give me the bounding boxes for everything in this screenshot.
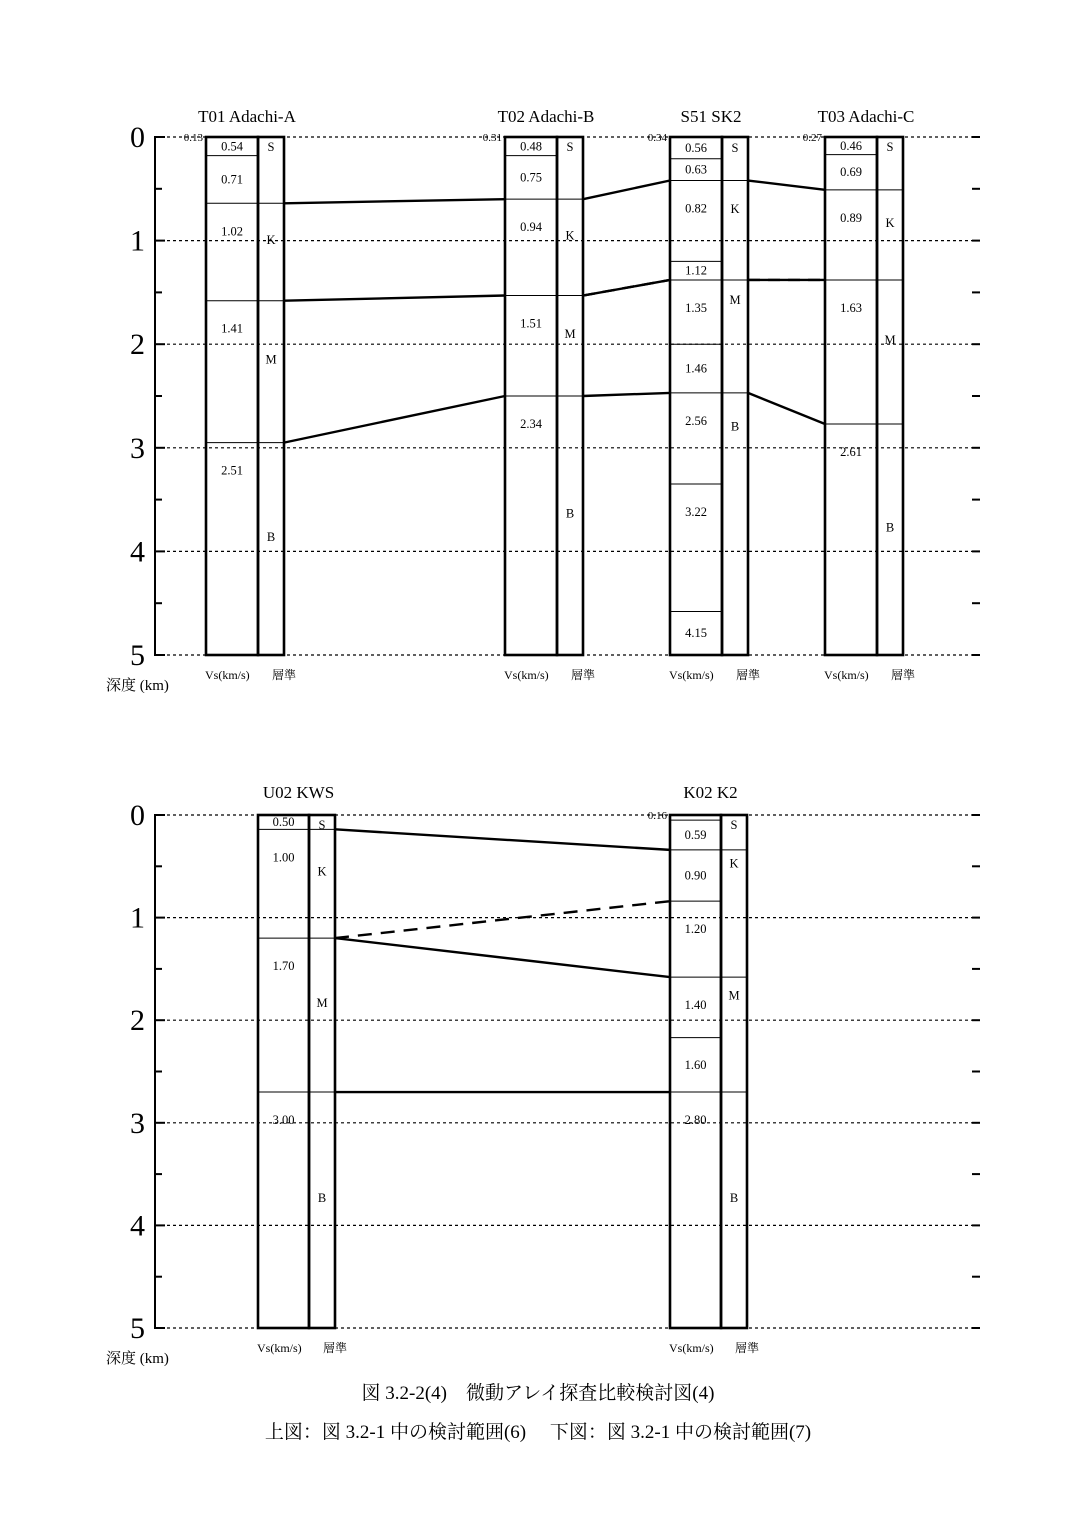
surface-depth-value: 0.34 <box>647 132 667 144</box>
horizon-correlation-line <box>748 393 825 424</box>
horizon-correlation-line <box>335 829 670 850</box>
horizon-column-frame <box>721 815 747 1328</box>
vs-column-frame <box>206 137 258 655</box>
layer-vs-value: 2.51 <box>221 463 243 478</box>
layer-horizon-label: M <box>729 293 741 308</box>
layer-horizon-label: B <box>565 506 575 521</box>
layer-column-label: 層準 <box>323 1341 348 1355</box>
surface-depth-value: 0.16 <box>647 810 667 822</box>
borehole-title: T01 Adachi-A <box>198 107 296 126</box>
layer-vs-value: 2.61 <box>840 444 862 459</box>
depth-tick-label: 5 <box>130 1312 145 1345</box>
figure-caption-subtitle: 上図：図 3.2-1 中の検討範囲(6) 下図：図 3.2-1 中の検討範囲(7) <box>264 1422 812 1443</box>
layer-column-label: 層準 <box>891 668 916 682</box>
vs-column-label: Vs(km/s) <box>824 668 869 682</box>
layer-vs-value: 3.22 <box>685 505 707 520</box>
layer-horizon-label: K <box>317 864 327 879</box>
layer-vs-value: 1.70 <box>272 959 295 974</box>
layer-vs-value: 1.51 <box>520 316 542 331</box>
layer-horizon-label: B <box>730 419 740 434</box>
layer-vs-value: 0.94 <box>520 220 542 235</box>
layer-horizon-label: M <box>564 326 576 341</box>
surface-depth-value: 0.27 <box>802 132 822 144</box>
layer-vs-value: 1.63 <box>840 300 862 315</box>
depth-tick-label: 2 <box>130 328 145 362</box>
layer-horizon-label: S <box>566 140 574 154</box>
borehole-title: T03 Adachi-C <box>817 107 915 126</box>
depth-unit-label: 深度 (km) <box>106 678 169 694</box>
lower-panel <box>0 778 1076 1378</box>
vs-column-frame <box>258 815 309 1328</box>
upper-correlation-diagram <box>0 100 1076 710</box>
borehole-title: K02 K2 <box>683 783 738 802</box>
depth-tick-label: 1 <box>130 224 145 258</box>
figure-caption-title: 図 3.2-2(4) 微動アレイ探査比較検討図(4) <box>361 1383 715 1404</box>
horizon-correlation-line <box>284 396 505 443</box>
horizon-column-frame <box>258 137 284 655</box>
depth-tick-label: 0 <box>130 799 145 832</box>
horizon-correlation-line <box>748 181 825 190</box>
depth-tick-label: 2 <box>130 1004 145 1038</box>
layer-vs-value: 0.71 <box>221 172 243 187</box>
layer-vs-value: 1.40 <box>684 998 707 1013</box>
layer-vs-value: 0.82 <box>685 201 707 216</box>
layer-vs-value: 1.20 <box>684 922 707 937</box>
layer-horizon-label: K <box>565 228 575 243</box>
upper-panel <box>0 100 1076 710</box>
layer-vs-value: 0.59 <box>684 828 707 843</box>
layer-vs-value: 1.02 <box>221 224 243 239</box>
horizon-correlation-line <box>583 181 670 200</box>
horizon-column-frame <box>309 815 335 1328</box>
horizon-column-frame <box>877 137 903 655</box>
layer-horizon-label: S <box>318 818 326 832</box>
layer-vs-value: 0.48 <box>520 139 542 154</box>
layer-horizon-label: M <box>728 988 740 1003</box>
layer-vs-value: 2.56 <box>685 413 707 428</box>
horizon-correlation-line <box>284 296 505 301</box>
depth-tick-label: 0 <box>130 121 145 154</box>
borehole-title: T02 Adachi-B <box>497 107 595 126</box>
vs-column-label: Vs(km/s) <box>257 1341 302 1355</box>
layer-vs-value: 1.41 <box>221 321 243 336</box>
layer-horizon-label: S <box>886 140 894 154</box>
borehole-title: U02 KWS <box>262 783 335 802</box>
vs-column-label: Vs(km/s) <box>205 668 250 682</box>
layer-vs-value: 1.12 <box>685 263 707 278</box>
depth-tick-label: 3 <box>130 1106 145 1140</box>
layer-horizon-label: M <box>316 996 328 1011</box>
layer-vs-value: 1.60 <box>684 1057 707 1072</box>
layer-vs-value: 0.46 <box>840 138 862 153</box>
layer-horizon-label: K <box>266 232 276 247</box>
layer-horizon-label: K <box>885 215 895 230</box>
depth-tick-label: 4 <box>130 535 145 569</box>
layer-column-label: 層準 <box>735 1341 760 1355</box>
vs-column-label: Vs(km/s) <box>669 668 714 682</box>
layer-horizon-label: K <box>729 856 739 871</box>
depth-tick-label: 3 <box>130 431 145 465</box>
vs-column-label: Vs(km/s) <box>669 1341 714 1355</box>
layer-horizon-label: S <box>731 140 739 155</box>
layer-horizon-label: S <box>730 818 738 832</box>
horizon-correlation-line <box>583 393 670 396</box>
depth-tick-label: 1 <box>130 901 145 935</box>
layer-vs-value: 0.69 <box>840 165 862 180</box>
layer-vs-value: 0.89 <box>840 210 862 225</box>
layer-horizon-label: S <box>267 140 275 154</box>
layer-vs-value: 1.35 <box>685 300 707 315</box>
layer-horizon-label: K <box>730 201 740 216</box>
layer-column-label: 層準 <box>571 668 596 682</box>
surface-depth-value: 0.13 <box>183 132 203 144</box>
horizon-correlation-line <box>284 199 505 203</box>
layer-vs-value: 1.00 <box>272 850 295 865</box>
layer-horizon-label: B <box>729 1191 739 1206</box>
layer-horizon-label: B <box>885 520 895 535</box>
depth-tick-label: 5 <box>130 639 145 672</box>
layer-column-label: 層準 <box>736 668 761 682</box>
layer-vs-value: 2.80 <box>684 1113 707 1128</box>
layer-vs-value: 0.75 <box>520 170 542 185</box>
depth-tick-label: 4 <box>130 1209 145 1243</box>
layer-vs-value: 0.54 <box>221 139 243 154</box>
layer-horizon-label: B <box>266 529 276 544</box>
layer-column-label: 層準 <box>272 668 297 682</box>
layer-vs-value: 0.50 <box>272 815 295 830</box>
alternative-correlation-line <box>335 901 670 938</box>
layer-vs-value: 2.34 <box>520 417 542 431</box>
surface-depth-value: 0.31 <box>482 132 502 144</box>
layer-horizon-label: M <box>265 352 277 367</box>
layer-vs-value: 0.90 <box>684 868 707 883</box>
horizon-correlation-line <box>335 938 670 977</box>
borehole-title: S51 SK2 <box>680 107 742 126</box>
layer-vs-value: 3.00 <box>272 1113 295 1128</box>
layer-vs-value: 1.46 <box>685 361 707 376</box>
layer-vs-value: 0.56 <box>685 140 707 155</box>
layer-horizon-label: M <box>884 332 896 347</box>
layer-vs-value: 4.15 <box>685 626 707 641</box>
layer-horizon-label: B <box>317 1191 327 1206</box>
vs-column-label: Vs(km/s) <box>504 668 549 682</box>
lower-correlation-diagram <box>0 778 1076 1378</box>
depth-unit-label: 深度 (km) <box>106 1351 169 1367</box>
layer-vs-value: 0.63 <box>685 162 707 177</box>
